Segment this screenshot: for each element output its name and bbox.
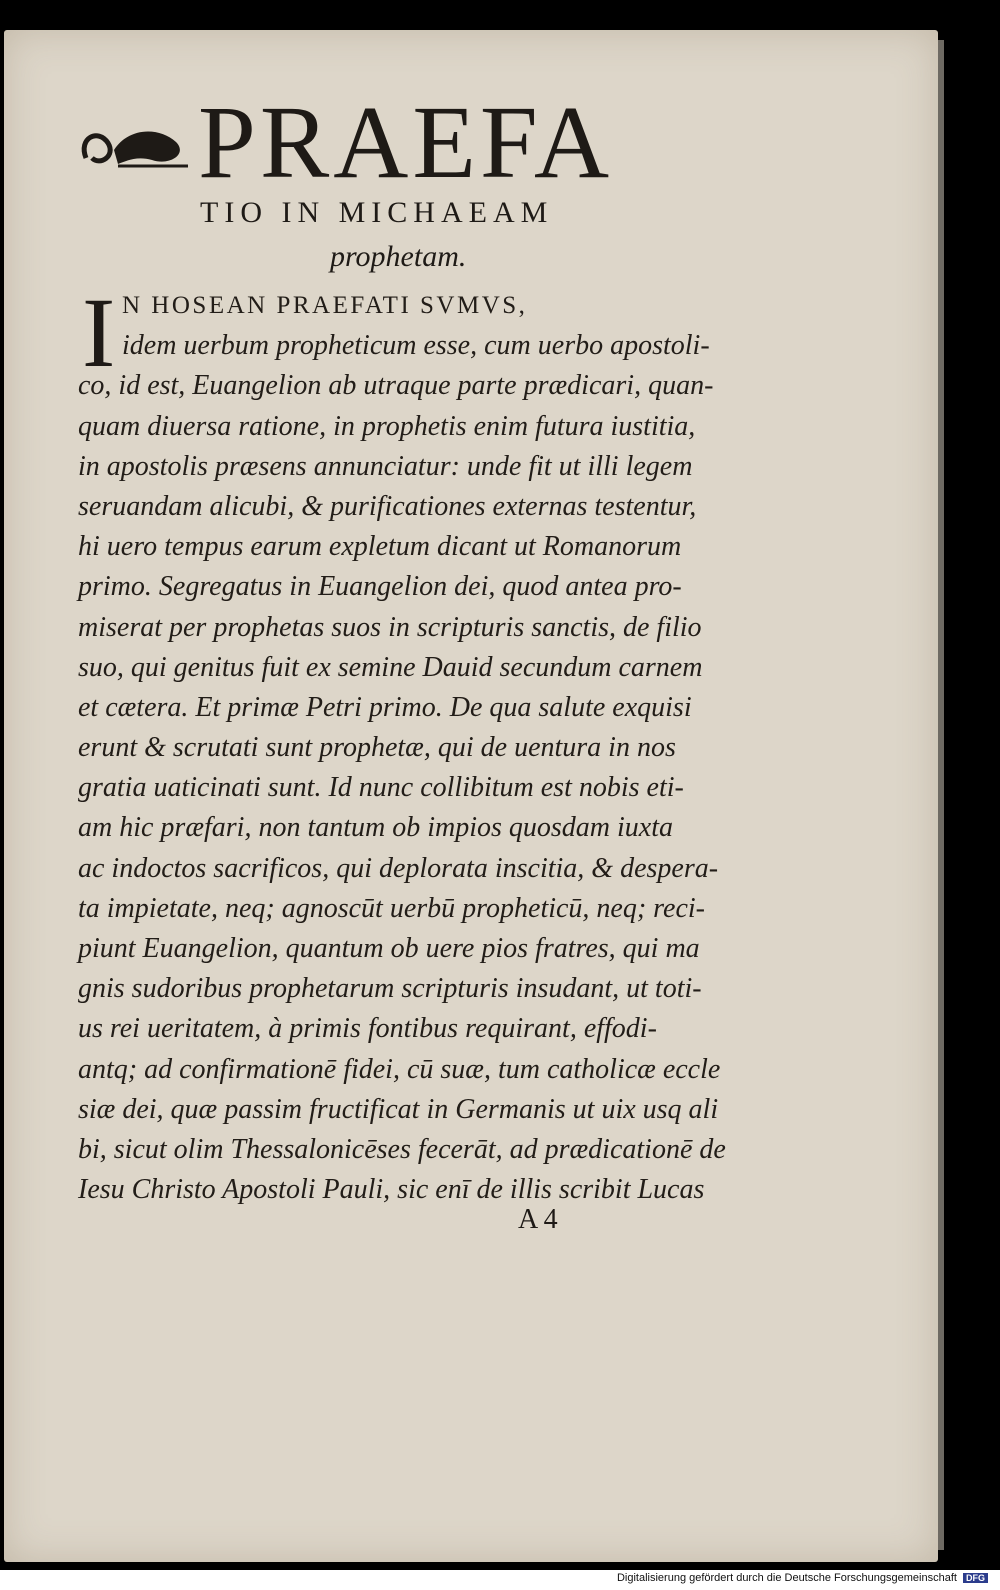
text-line: gratia uaticinati sunt. Id nunc collibitum est nobis eti- xyxy=(78,772,684,804)
title-end: prophetam. xyxy=(330,240,467,273)
text-line: antq; ad confirmationē fidei, cū suæ, tum catholicæ eccle xyxy=(78,1053,721,1085)
text-line: N HOSEAN PRAEFATI SVMVS, xyxy=(122,292,528,319)
page-edge xyxy=(938,40,944,1550)
text-line: co, id est, Euangelion ab utraque parte prædicari, quan- xyxy=(78,370,714,402)
text-line: us rei ueritatem, à primis fontibus requirant, effodi- xyxy=(78,1013,657,1045)
text-line: ta impietate, neq; agnoscūt uerbū propheticū, neq; reci- xyxy=(78,892,705,924)
text-line: et cætera. Et primæ Petri primo. De qua salute exquisi xyxy=(78,691,692,723)
text-line: piunt Euangelion, quantum ob uere pios fratres, qui ma xyxy=(78,933,700,964)
dfg-logo: DFG xyxy=(963,1573,988,1583)
text-line: hi uero tempus earum expletum dicant ut Romanorum xyxy=(78,531,682,563)
text-line: suo, qui genitus fuit ex semine Dauid secundum carnem xyxy=(78,651,703,683)
title-continuation: TIO IN MICHAEAM xyxy=(200,196,554,229)
text-line: idem uerbum propheticum esse, cum uerbo apostoli- xyxy=(122,330,710,362)
text-line: gnis sudoribus prophetarum scripturis insudant, ut toti- xyxy=(78,973,702,1005)
ornament-flourish-icon xyxy=(78,108,198,178)
text-line: bi, sicut olim Thessalonicēses fecerāt, ad prædicationē de xyxy=(78,1133,726,1165)
text-line: seruandam alicubi, & purificationes externas testentur, xyxy=(78,490,697,522)
text-line: siæ dei, quæ passim fructificat in Germanis ut uix usq ali xyxy=(78,1093,719,1125)
signature-mark: A 4 xyxy=(518,1204,558,1235)
text-line: Iesu Christo Apostoli Pauli, sic enī de illis scribit Lucas xyxy=(78,1174,705,1206)
text-line: ac indoctos sacrificos, qui deplorata inscitia, & despera- xyxy=(78,852,719,884)
text-line: in apostolis præsens annunciatur: unde fit ut illi legem xyxy=(78,450,693,482)
title-praefa: PRAEFA xyxy=(198,85,614,200)
text-line: am hic præfari, non tantum ob impios quosdam iuxta xyxy=(78,812,674,844)
text-line: erunt & scrutati sunt prophetæ, qui de uentura in nos xyxy=(78,732,676,764)
heading xyxy=(78,85,728,200)
digitization-credit xyxy=(617,1572,988,1584)
text-line: miserat per prophetas suos in scripturis sanctis, de filio xyxy=(78,611,702,643)
body-text xyxy=(78,277,730,1210)
text-line: primo. Segregatus in Euangelion dei, quod antea pro- xyxy=(78,571,682,603)
text-line: quam diuersa ratione, in prophetis enim futura iustitia, xyxy=(78,410,696,442)
drop-cap-initial: I xyxy=(82,277,116,388)
credit-text: Digitalisierung gefördert durch die Deutsche Forschungsgemeinschaft xyxy=(616,1572,957,1584)
